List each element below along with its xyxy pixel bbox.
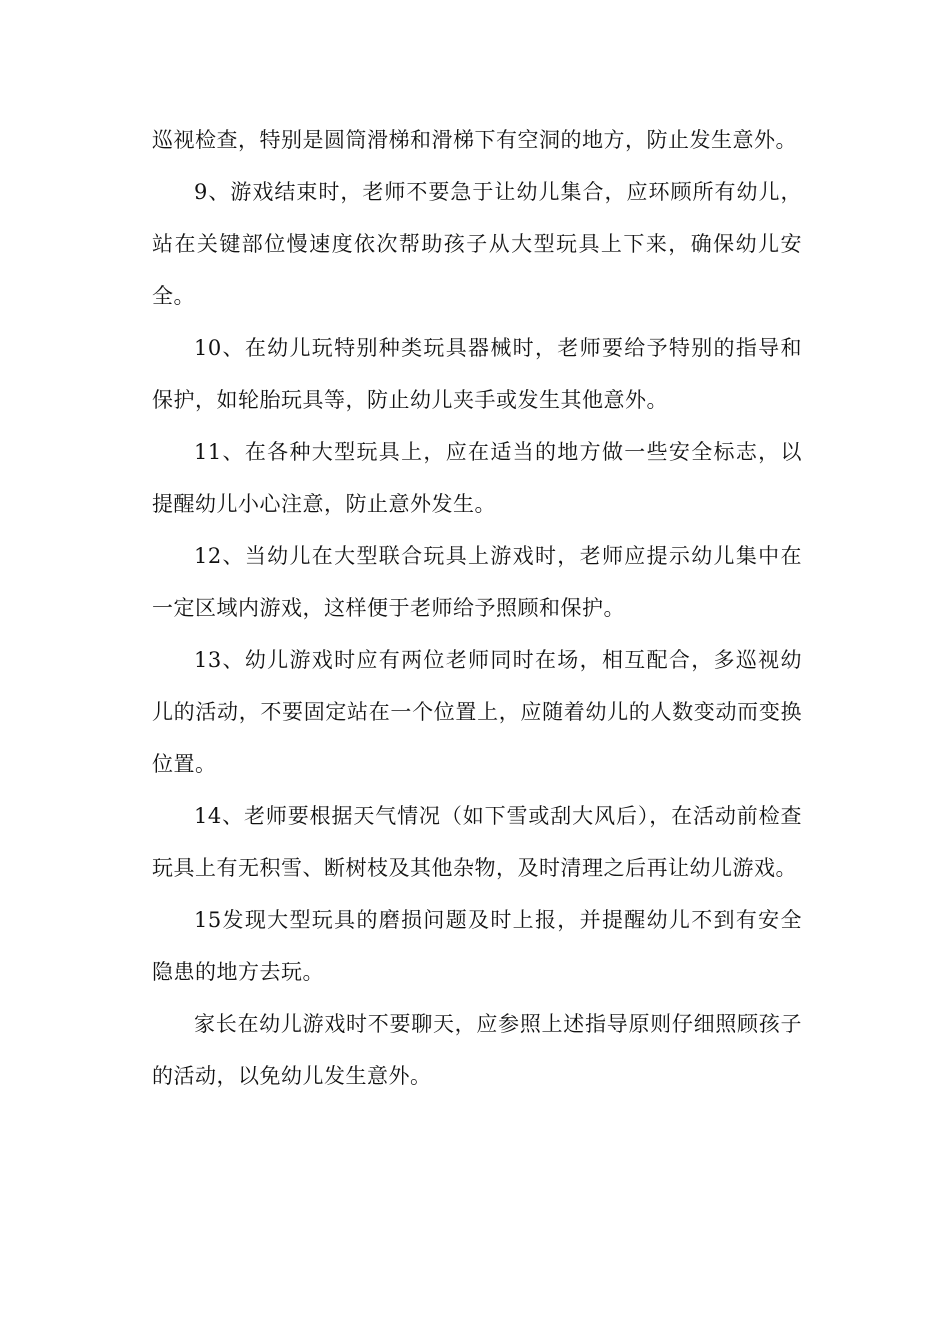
paragraph-item-10: 10、在幼儿玩特别种类玩具器械时，老师要给予特别的指导和保护，如轮胎玩具等，防止幼儿夹手或发生其他意外。 [152, 336, 802, 412]
paragraph-item-14: 14、老师要根据天气情况（如下雪或刮大风后），在活动前检查玩具上有无积雪、断树枝及其他杂物，及时清理之后再让幼儿游戏。 [152, 804, 802, 880]
paragraph-item-13: 13、幼儿游戏时应有两位老师同时在场，相互配合，多巡视幼儿的活动，不要固定站在一个位置上，应随着幼儿的人数变动而变换位置。 [152, 648, 802, 776]
paragraph-item-15: 15发现大型玩具的磨损问题及时上报，并提醒幼儿不到有安全隐患的地方去玩。 [152, 908, 802, 984]
document-body [152, 114, 802, 1102]
paragraph-item-11: 11、在各种大型玩具上，应在适当的地方做一些安全标志，以提醒幼儿小心注意，防止意外发生。 [152, 440, 802, 516]
paragraph-item-12: 12、当幼儿在大型联合玩具上游戏时，老师应提示幼儿集中在一定区域内游戏，这样便于老师给予照顾和保护。 [152, 544, 802, 620]
paragraph-item-9: 9、游戏结束时，老师不要急于让幼儿集合，应环顾所有幼儿，站在关键部位慢速度依次帮助孩子从大型玩具上下来，确保幼儿安全。 [152, 180, 802, 308]
paragraph-continuation: 巡视检查，特别是圆筒滑梯和滑梯下有空洞的地方，防止发生意外。 [152, 128, 797, 152]
paragraph-parents-note: 家长在幼儿游戏时不要聊天，应参照上述指导原则仔细照顾孩子的活动，以免幼儿发生意外。 [152, 1012, 802, 1088]
